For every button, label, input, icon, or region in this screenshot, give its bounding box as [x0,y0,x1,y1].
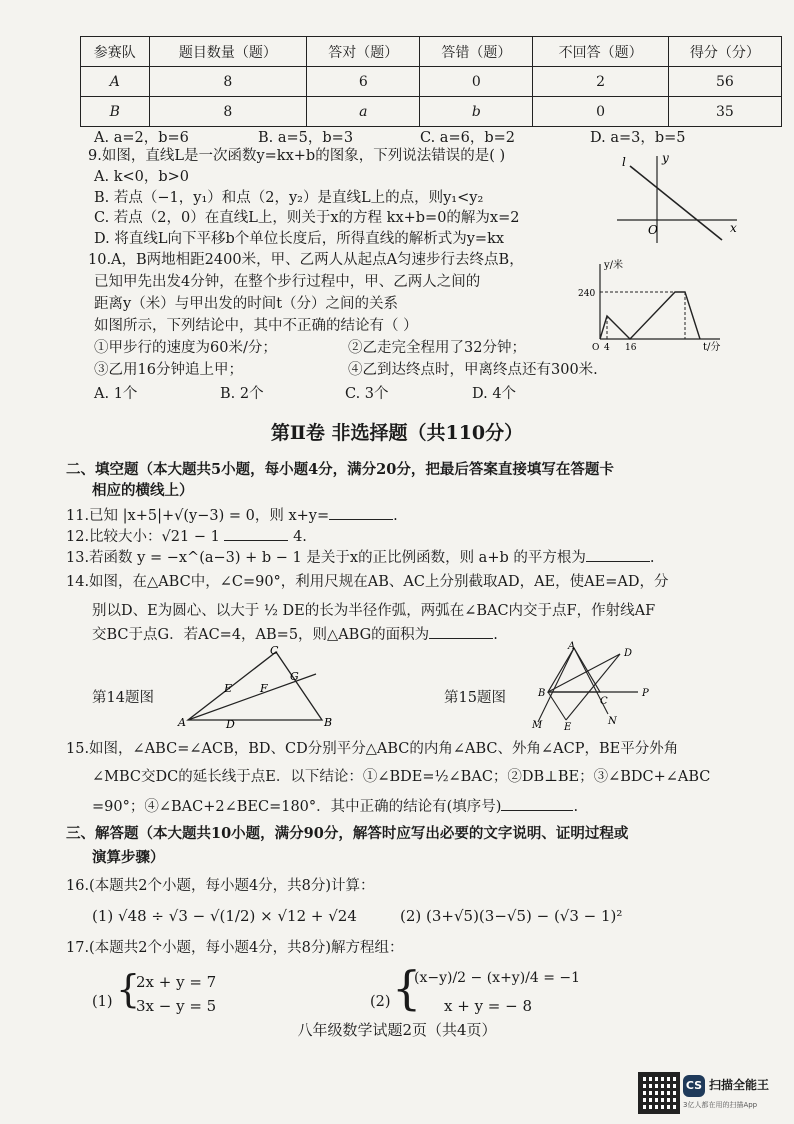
q14-pt-e: E [224,682,233,695]
q14-triangle [188,652,322,720]
q9-label-x: x [730,221,737,235]
table-cell: 0 [420,67,533,97]
table-cell: 56 [668,67,781,97]
q15-pt-m: M [532,720,543,731]
q14-figure [176,644,336,730]
q10-line2: 已知甲先出发4分钟，在整个步行过程中，甲、乙两人之间的 [94,274,481,290]
q15-pt-c: C [600,696,608,707]
q10-line3: 距离y（米）与甲出发的时间t（分）之间的关系 [94,296,399,312]
q9-option-c: C. 若点（2，0）在直线L上，则关于x的方程 kx+b=0的解为x=2 [94,210,520,226]
q17-part1-eq2: 3x − y = 5 [136,997,217,1015]
section2-heading-line1: 二、填空题（本大题共5小题，每小题4分，满分20分，把最后答案直接填写在答题卡 [66,461,614,478]
part2-title: 第Ⅱ卷 非选择题（共110分） [270,422,524,444]
q10-claim4: ④乙到达终点时，甲离终点还有300米. [348,362,598,378]
q10-figure [570,254,730,354]
q14-pt-f: F [260,682,268,695]
q12 [66,527,307,547]
q9-line-l [630,166,722,240]
q13-answer-blank[interactable] [586,561,650,562]
q14-line3: 交BC于点G．若AC=4，AB=5，则△ABG的面积为 . [92,627,498,643]
q10-ylabel: y/米 [604,260,624,271]
q11-text: 11.已知 |x+5|+√(y−3) = 0，则 x+y= [66,508,330,524]
table-header-cell: 得分（分） [668,37,781,67]
q10-t4: 4 [604,343,610,353]
q14-pt-c: C [270,644,279,657]
q9-option-a: A. k<0，b>0 [94,169,190,185]
score-table [80,36,782,127]
q14-line2: 别以D、E为圆心、以大于 ½ DE的长为半径作弧，两弧在∠BAC内交于点F，作射线AF [92,603,656,619]
table-header-cell: 不回答（题） [533,37,668,67]
q10-origin: O [592,343,600,353]
q17-heading: 17.(本题共2个小题，每小题4分，共8分)解方程组： [66,940,404,956]
table-header-row [81,37,782,67]
q10-option-a: A. 1个 [94,386,138,402]
q9-label-l: l [622,155,626,169]
camscanner-logo: CS [683,1075,705,1097]
q17-part2-eq1: (x−y)/2 − (x+y)/4 = −1 [414,970,581,986]
q15-de [566,654,620,720]
q10-xlabel: t/分 [703,342,721,353]
q10-claim2: ②乙走完全程用了32分钟； [348,340,526,356]
q11: 11.已知 |x+5|+√(y−3) = 0，则 x+y= . [66,508,398,524]
q16-heading: 16.(本题共2个小题，每小题4分，共8分)计算： [66,878,375,894]
q17-part1-label: (1) [92,994,113,1010]
q10-claim3: ③乙用16分钟追上甲； [94,362,243,378]
q15-pt-b: B [538,688,546,699]
q10-option-c: C. 3个 [345,386,389,402]
table-cell: 6 [307,67,420,97]
q8-option-d: D. a=3，b=5 [590,130,686,146]
q17-part1-eq1: 2x + y = 7 [136,973,217,991]
table-header-cell: 答错（题） [420,37,533,67]
table-header-cell: 题目数量（题） [149,37,307,67]
q10-option-b: B. 2个 [220,386,264,402]
table-cell: 2 [533,67,668,97]
table-cell: A [81,67,150,97]
q10-option-d: D. 4个 [472,386,517,402]
q14-answer-blank[interactable] [429,638,493,639]
q15-figure [528,640,658,732]
q12-answer-blank[interactable] [224,540,288,541]
q14-pt-g: G [290,670,299,683]
q17-part1-brace: { [116,967,141,1011]
q17-part2-eq2: x + y = − 8 [444,997,533,1015]
q15-line3-text: =90°；④∠BAC+2∠BEC=180°．其中正确的结论有(填序号) [92,799,502,815]
q10-t16: 16 [625,343,637,353]
q15-pt-p: P [642,688,649,699]
q9-stem: 9.如图，直线L是一次函数y=kx+b的图象，下列说法错误的是( ) [88,148,506,164]
q16-part2: (2) (3+√5)(3−√5) − (√3 − 1)² [400,907,623,925]
q9-option-b: B. 若点（−1，y₁）和点（2，y₂）是直线L上的点，则y₁<y₂ [94,190,484,206]
q12-tail: 4. [293,529,307,545]
q9-label-o: O [648,223,658,237]
table-header-cell: 答对（题） [307,37,420,67]
q15-line2: ∠MBC交DC的延长线于点E．以下结论：①∠BDE=½∠BAC；②DB⊥BE；③∠BDC+∠ABC [92,769,711,785]
q10-claim1: ①甲步行的速度为60米/分； [94,340,277,356]
section3-heading-line2: 演算步骤） [92,849,165,866]
table-cell: 8 [149,97,307,127]
q9-figure [612,148,742,248]
q14-figure-label: 第14题图 [92,690,154,706]
q14-line3-text: 交BC于点G．若AC=4，AB=5，则△ABG的面积为 [92,627,430,643]
q15-line3: =90°；④∠BAC+2∠BEC=180°．其中正确的结论有(填序号) . [92,799,579,815]
table-cell: a [307,97,420,127]
q15-pt-a: A [568,641,576,652]
q15-line1: 15.如图，∠ABC=∠ACB，BD、CD分别平分△ABC的内角∠ABC、外角∠ACP，BE平分外角 [66,741,679,757]
q16-part1: (1) √48 ÷ √3 − √(1/2) × √12 + √24 [92,907,357,925]
q8-option-a: A. a=2，b=6 [94,130,189,146]
q14-pt-a: A [178,716,186,729]
q15-pt-d: D [624,648,633,659]
q17-part2-label: (2) [370,994,391,1010]
camscanner-name: 扫描全能王 [709,1078,770,1092]
q14-pt-b: B [324,716,333,729]
q15-answer-blank[interactable] [501,810,573,811]
q11-answer-blank[interactable] [329,519,393,520]
q15-figure-label: 第15题图 [444,690,506,706]
q10-line1: 10.A，B两地相距2400米，甲、乙两人从起点A匀速步行去终点B， [88,252,524,268]
qr-code [638,1072,680,1114]
q14-line1: 14.如图，在△ABC中，∠C=90°，利用尺规在AB、AC上分别截取AD，AE，使AE=AD，分 [66,574,669,590]
q8-option-b: B. a=5，b=3 [258,130,354,146]
section3-heading-line1: 三、解答题（本大题共10小题，满分90分，解答时应写出必要的文字说明、证明过程或 [66,825,629,842]
section2-heading-line2: 相应的横线上） [92,482,194,499]
q10-y240: 240 [578,289,596,299]
table-cell: B [81,97,150,127]
q15-pt-e: E [564,722,572,732]
table-cell: 35 [668,97,781,127]
q15-pt-n: N [608,716,617,727]
table-row [81,97,782,127]
q12-text: 12.比较大小：√21 − 1 [66,529,220,545]
q14-pt-d: D [226,718,235,730]
camscanner-tagline: 3亿人都在用的扫描App [683,1101,758,1109]
q9-option-d: D. 将直线L向下平移b个单位长度后，所得直线的解析式为y=kx [94,231,505,247]
page-footer: 八年级数学试题2页（共4页） [297,1021,497,1039]
table-cell: 8 [149,67,307,97]
q13: 13.若函数 y = −x^(a−3) + b − 1 是关于x的正比例函数，则 a+b 的平方根为 . [66,550,655,566]
table-cell: b [420,97,533,127]
q15-am [538,648,574,722]
q13-text: 13.若函数 y = −x^(a−3) + b − 1 是关于x的正比例函数，则 a+b 的平方根为 [66,550,586,566]
q10-line4: 如图所示，下列结论中，其中不正确的结论有（ ） [94,318,418,334]
q9-label-y: y [662,151,669,165]
q17-part2-brace: { [392,961,422,1015]
table-row [81,67,782,97]
table-cell: 0 [533,97,668,127]
table-header-cell: 参赛队 [81,37,150,67]
q8-option-c: C. a=6，b=2 [420,130,515,146]
